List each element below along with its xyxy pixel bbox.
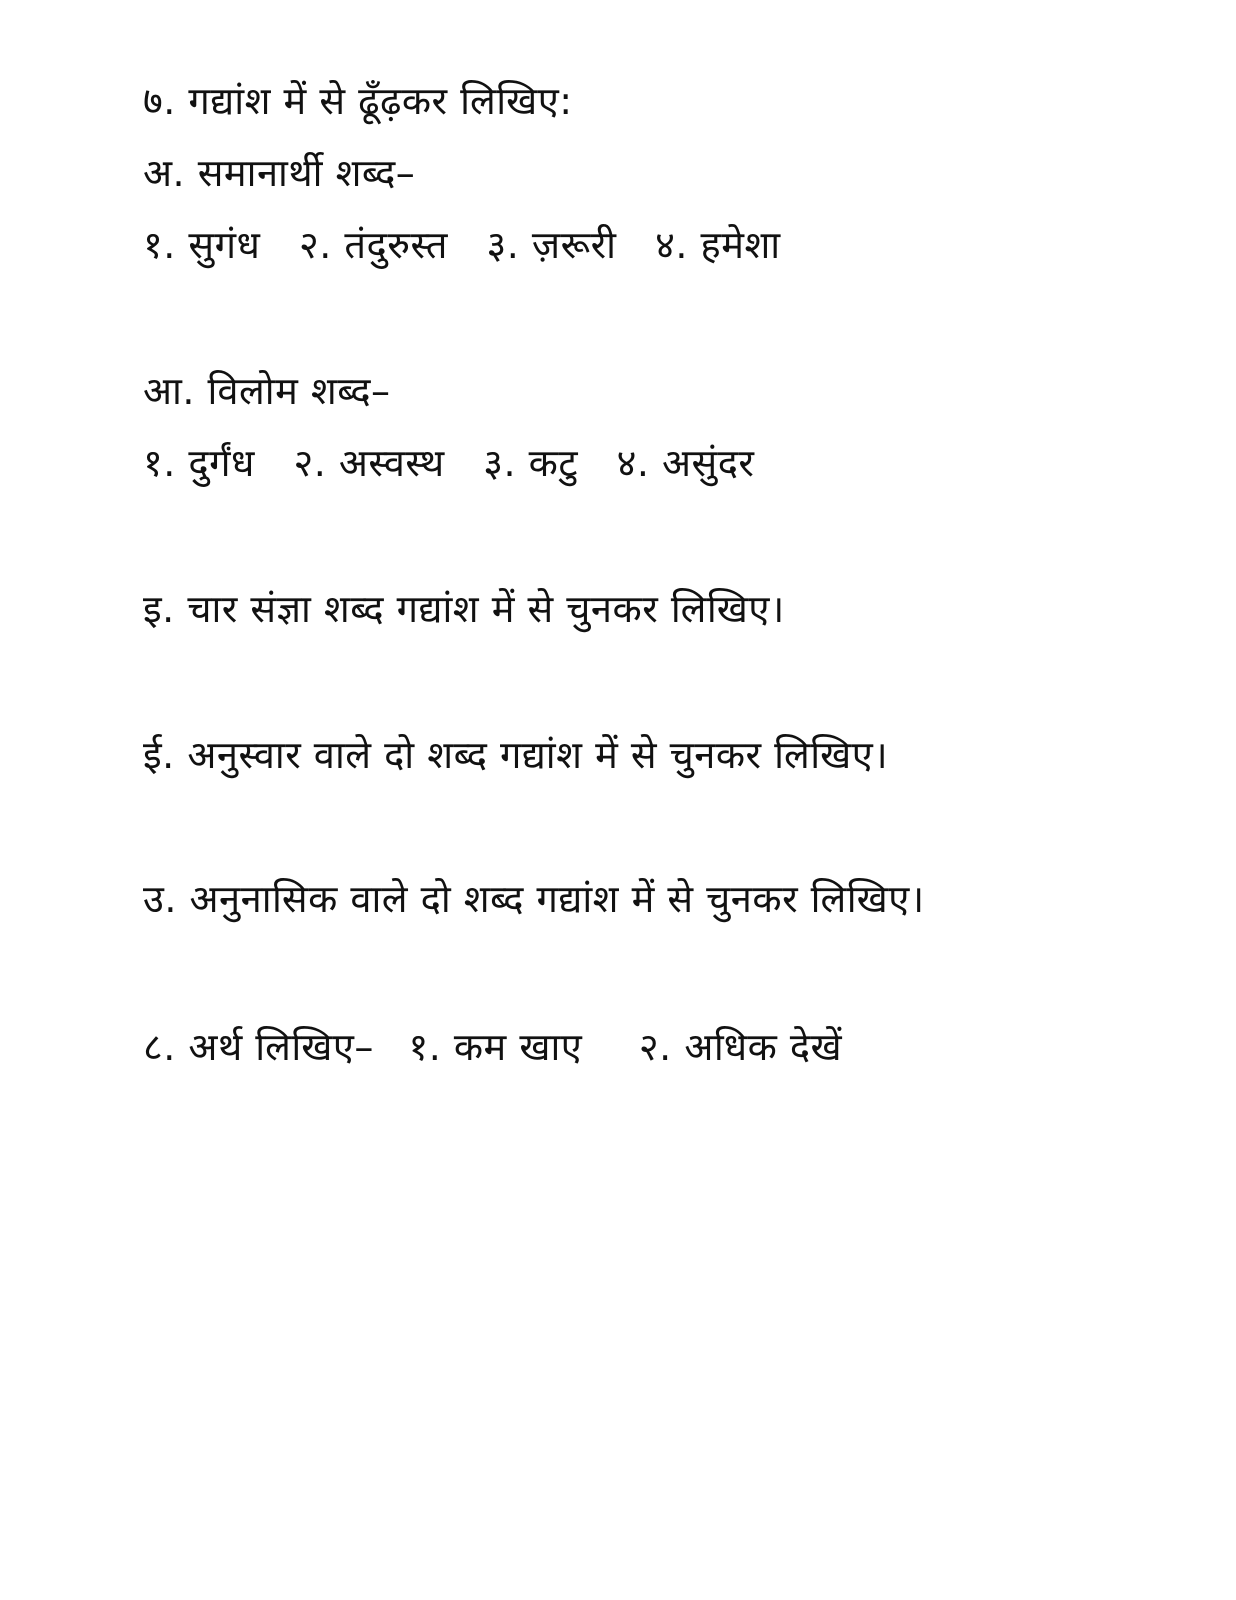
anusvara-instruction: ई. अनुस्वार वाले दो शब्द गद्यांश में से चुनकर लिखिए। [143,733,889,777]
antonym-item: ४. असुंदर [616,441,755,485]
antonyms-list [143,438,754,488]
synonyms-list [143,220,781,270]
meaning-label: ८. अर्थ लिखिए– [143,1025,374,1069]
meaning-item: १. कम खाए [408,1025,583,1069]
antonym-item: ३. कटु [483,441,578,485]
meaning-item: २. अधिक देखें [638,1025,843,1069]
anunasik-instruction: उ. अनुनासिक वाले दो शब्द गद्यांश में से चुनकर लिखिए। [143,877,925,921]
question-7-heading: ७. गद्यांश में से ढूँढ़कर लिखिए: [143,79,573,123]
synonym-item: ४. हमेशा [655,223,781,267]
synonym-item: २. तंदुरुस्त [298,223,448,267]
antonym-item: २. अस्वस्थ [293,441,445,485]
question-8 [143,1022,842,1072]
antonyms-label: आ. विलोम शब्द– [143,369,391,413]
nouns-instruction: इ. चार संज्ञा शब्द गद्यांश में से चुनकर लिखिए। [143,587,785,631]
synonym-item: १. सुगंध [143,223,261,267]
synonym-item: ३. ज़रूरी [486,223,617,267]
antonym-item: १. दुर्गंध [143,441,255,485]
synonyms-label: अ. समानार्थी शब्द– [143,151,416,195]
